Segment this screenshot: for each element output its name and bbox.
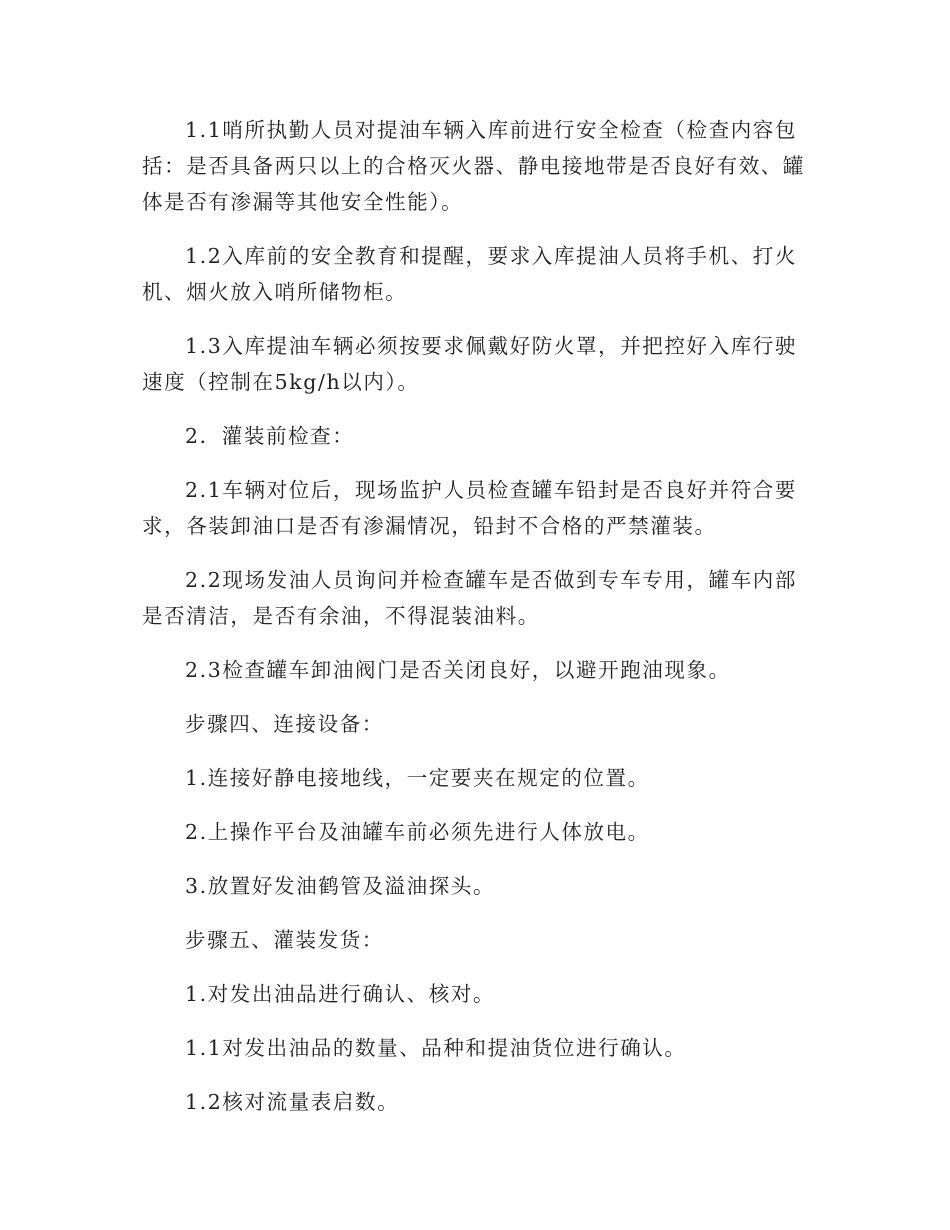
- paragraph-2-2-dedicated-tanker: 2.2现场发油人员询问并检查罐车是否做到专车专用，罐车内部是否清洁，是否有余油，不得混装油料。: [142, 568, 797, 628]
- paragraph-2-1-seal-check: 2.1车辆对位后，现场监护人员检查罐车铅封是否良好并符合要求，各装卸油口是否有渗漏情况，铅封不合格的严禁灌装。: [142, 478, 797, 538]
- paragraph-step-5-heading: 步骤五、灌装发货：: [185, 928, 384, 952]
- document-body: [142, 112, 810, 1120]
- paragraph-1-1-safety-check: 1.1哨所执勤人员对提油车辆入库前进行安全检查（检查内容包括：是否具备两只以上的合格灭火器、静电接地带是否良好有效、罐体是否有渗漏等其他安全性能）。: [142, 118, 805, 214]
- paragraph-2-pre-filling-check-heading: 2．灌装前检查：: [185, 424, 355, 448]
- paragraph-step-5-item-1-1: 1.1对发出油品的数量、品种和提油货位进行确认。: [185, 1036, 687, 1060]
- paragraph-step-4-item-2: 2.上操作平台及油罐车前必须先进行人体放电。: [185, 820, 650, 844]
- paragraph-step-4-heading: 步骤四、连接设备：: [185, 712, 384, 736]
- paragraph-1-2-safety-education: 1.2入库前的安全教育和提醒，要求入库提油人员将手机、打火机、烟火放入哨所储物柜。: [142, 244, 797, 304]
- paragraph-2-3-valve-check: 2.3检查罐车卸油阀门是否关闭良好，以避开跑油现象。: [185, 658, 731, 682]
- paragraph-step-5-item-1-2: 1.2核对流量表启数。: [185, 1090, 400, 1114]
- paragraph-step-4-item-3: 3.放置好发油鹤管及溢油探头。: [185, 874, 496, 898]
- paragraph-1-3-fire-cover-speed: 1.3入库提油车辆必须按要求佩戴好防火罩，并把控好入库行驶速度（控制在5kg/h以内）。: [142, 334, 797, 394]
- paragraph-step-5-item-1: 1.对发出油品进行确认、核对。: [185, 982, 496, 1006]
- paragraph-step-4-item-1: 1.连接好静电接地线，一定要夹在规定的位置。: [185, 766, 650, 790]
